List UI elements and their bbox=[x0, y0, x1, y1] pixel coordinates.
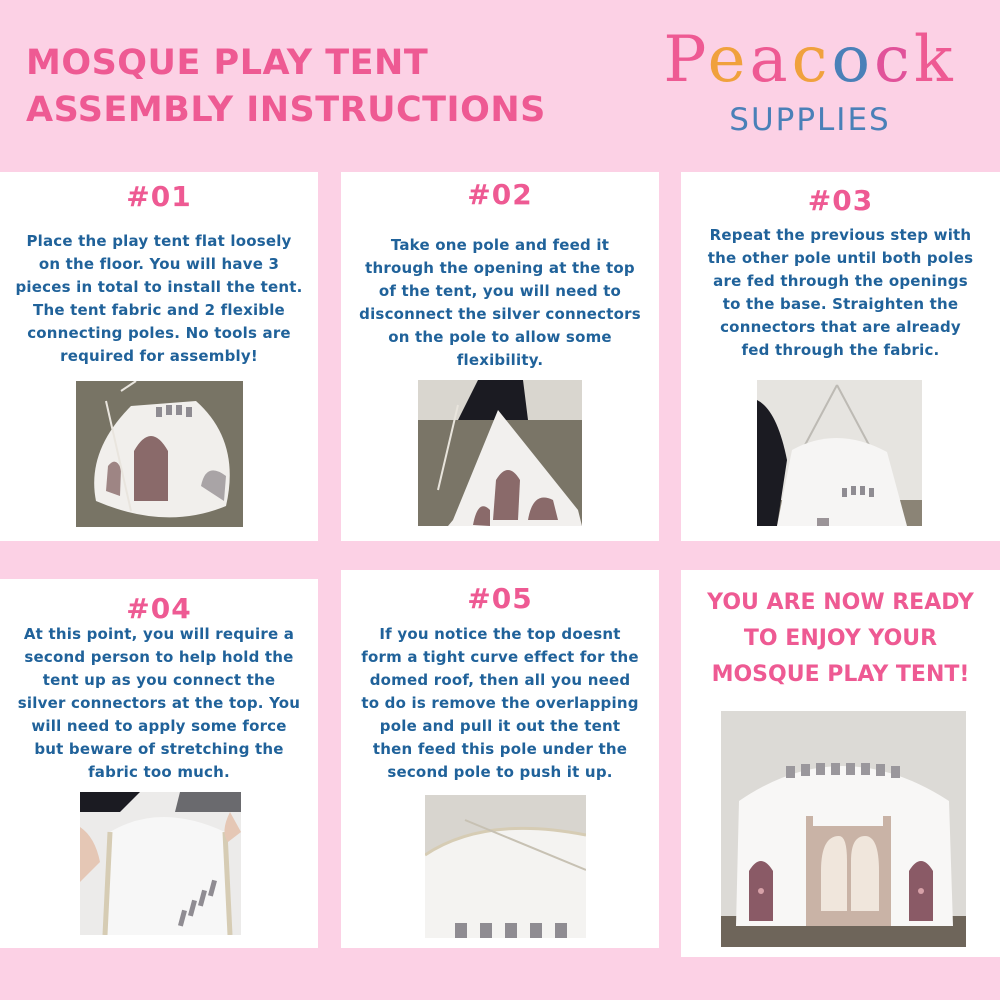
step-line: fabric too much. bbox=[88, 763, 230, 781]
step-line: The tent fabric and 2 flexible bbox=[33, 301, 285, 319]
step-line: on the pole to allow some bbox=[388, 328, 612, 346]
step-line: will need to apply some force bbox=[31, 717, 287, 735]
step-line: If you notice the top doesnt bbox=[379, 625, 621, 643]
ready-line: TO ENJOY YOUR bbox=[743, 626, 938, 651]
logo-letter: e bbox=[707, 23, 750, 97]
step-line: form a tight curve effect for the bbox=[361, 648, 639, 666]
step-line: on the floor. You will have 3 bbox=[38, 255, 280, 273]
step-photo-raising-tent bbox=[757, 380, 922, 526]
logo-wordmark bbox=[635, 20, 985, 100]
step-line: then feed this pole under the bbox=[372, 740, 628, 758]
step-line: through the opening at the top bbox=[365, 259, 635, 277]
final-card bbox=[681, 570, 1000, 957]
logo-letter: k bbox=[913, 23, 957, 97]
step-photo-domed-roof bbox=[425, 795, 586, 938]
step-line: domed roof, then all you need bbox=[369, 671, 631, 689]
ready-line: MOSQUE PLAY TENT! bbox=[711, 662, 970, 687]
step-number: #03 bbox=[807, 184, 874, 217]
step-card-4 bbox=[0, 579, 318, 948]
step-line: silver connectors at the top. You bbox=[17, 694, 301, 712]
step-photo-feeding-pole bbox=[418, 380, 582, 526]
step-line: second person to help hold the bbox=[24, 648, 294, 666]
step-card-3 bbox=[681, 172, 1000, 541]
step-line: are fed through the openings bbox=[713, 272, 968, 290]
logo-letters bbox=[663, 23, 956, 97]
logo-letter: o bbox=[831, 23, 874, 97]
step-line: to do is remove the overlapping bbox=[361, 694, 639, 712]
title-line-2: ASSEMBLY INSTRUCTIONS bbox=[26, 90, 546, 130]
step-line: second pole to push it up. bbox=[387, 763, 613, 781]
step-line: Place the play tent flat loosely bbox=[26, 232, 292, 250]
step-photo-flat-tent bbox=[76, 381, 243, 527]
step-line: connectors that are already bbox=[720, 318, 961, 336]
step-description bbox=[6, 623, 312, 784]
ready-line: YOU ARE NOW READY bbox=[707, 590, 974, 615]
step-line: connecting poles. No tools are bbox=[27, 324, 291, 342]
step-line: the other pole until both poles bbox=[707, 249, 974, 267]
ready-message bbox=[687, 585, 994, 693]
step-description bbox=[6, 230, 312, 368]
step-line: tent up as you connect the bbox=[42, 671, 276, 689]
step-line: At this point, you will require a bbox=[23, 625, 295, 643]
page-title bbox=[26, 40, 546, 134]
step-line: but beware of stretching the bbox=[34, 740, 284, 758]
final-photo-assembled-tent bbox=[721, 711, 966, 947]
step-line: flexibility. bbox=[456, 351, 544, 369]
step-description bbox=[687, 224, 994, 362]
step-photo-connecting-top bbox=[80, 792, 241, 935]
logo-letter: c bbox=[873, 23, 914, 97]
step-line: pieces in total to install the tent. bbox=[15, 278, 303, 296]
step-line: Take one pole and feed it bbox=[390, 236, 610, 254]
logo-letter: a bbox=[749, 23, 792, 97]
logo-letter: P bbox=[663, 23, 708, 97]
logo-letter: c bbox=[791, 23, 832, 97]
step-card-2 bbox=[341, 172, 659, 541]
step-number: #01 bbox=[126, 180, 192, 213]
step-number: #04 bbox=[126, 592, 192, 625]
step-line: Repeat the previous step with bbox=[709, 226, 972, 244]
step-line: of the tent, you will need to bbox=[378, 282, 622, 300]
step-description bbox=[347, 234, 653, 372]
step-line: disconnect the silver connectors bbox=[359, 305, 641, 323]
logo-subtitle: SUPPLIES bbox=[729, 102, 891, 138]
title-line-1: MOSQUE PLAY TENT bbox=[26, 43, 429, 83]
step-line: pole and pull it out the tent bbox=[379, 717, 621, 735]
brand-logo bbox=[635, 20, 985, 145]
step-card-5 bbox=[341, 570, 659, 948]
step-line: required for assembly! bbox=[60, 347, 258, 365]
step-number: #02 bbox=[467, 178, 533, 211]
step-number: #05 bbox=[467, 582, 533, 615]
step-description bbox=[347, 623, 653, 784]
step-line: to the base. Straighten the bbox=[722, 295, 959, 313]
step-line: fed through the fabric. bbox=[741, 341, 940, 359]
step-card-1 bbox=[0, 172, 318, 541]
